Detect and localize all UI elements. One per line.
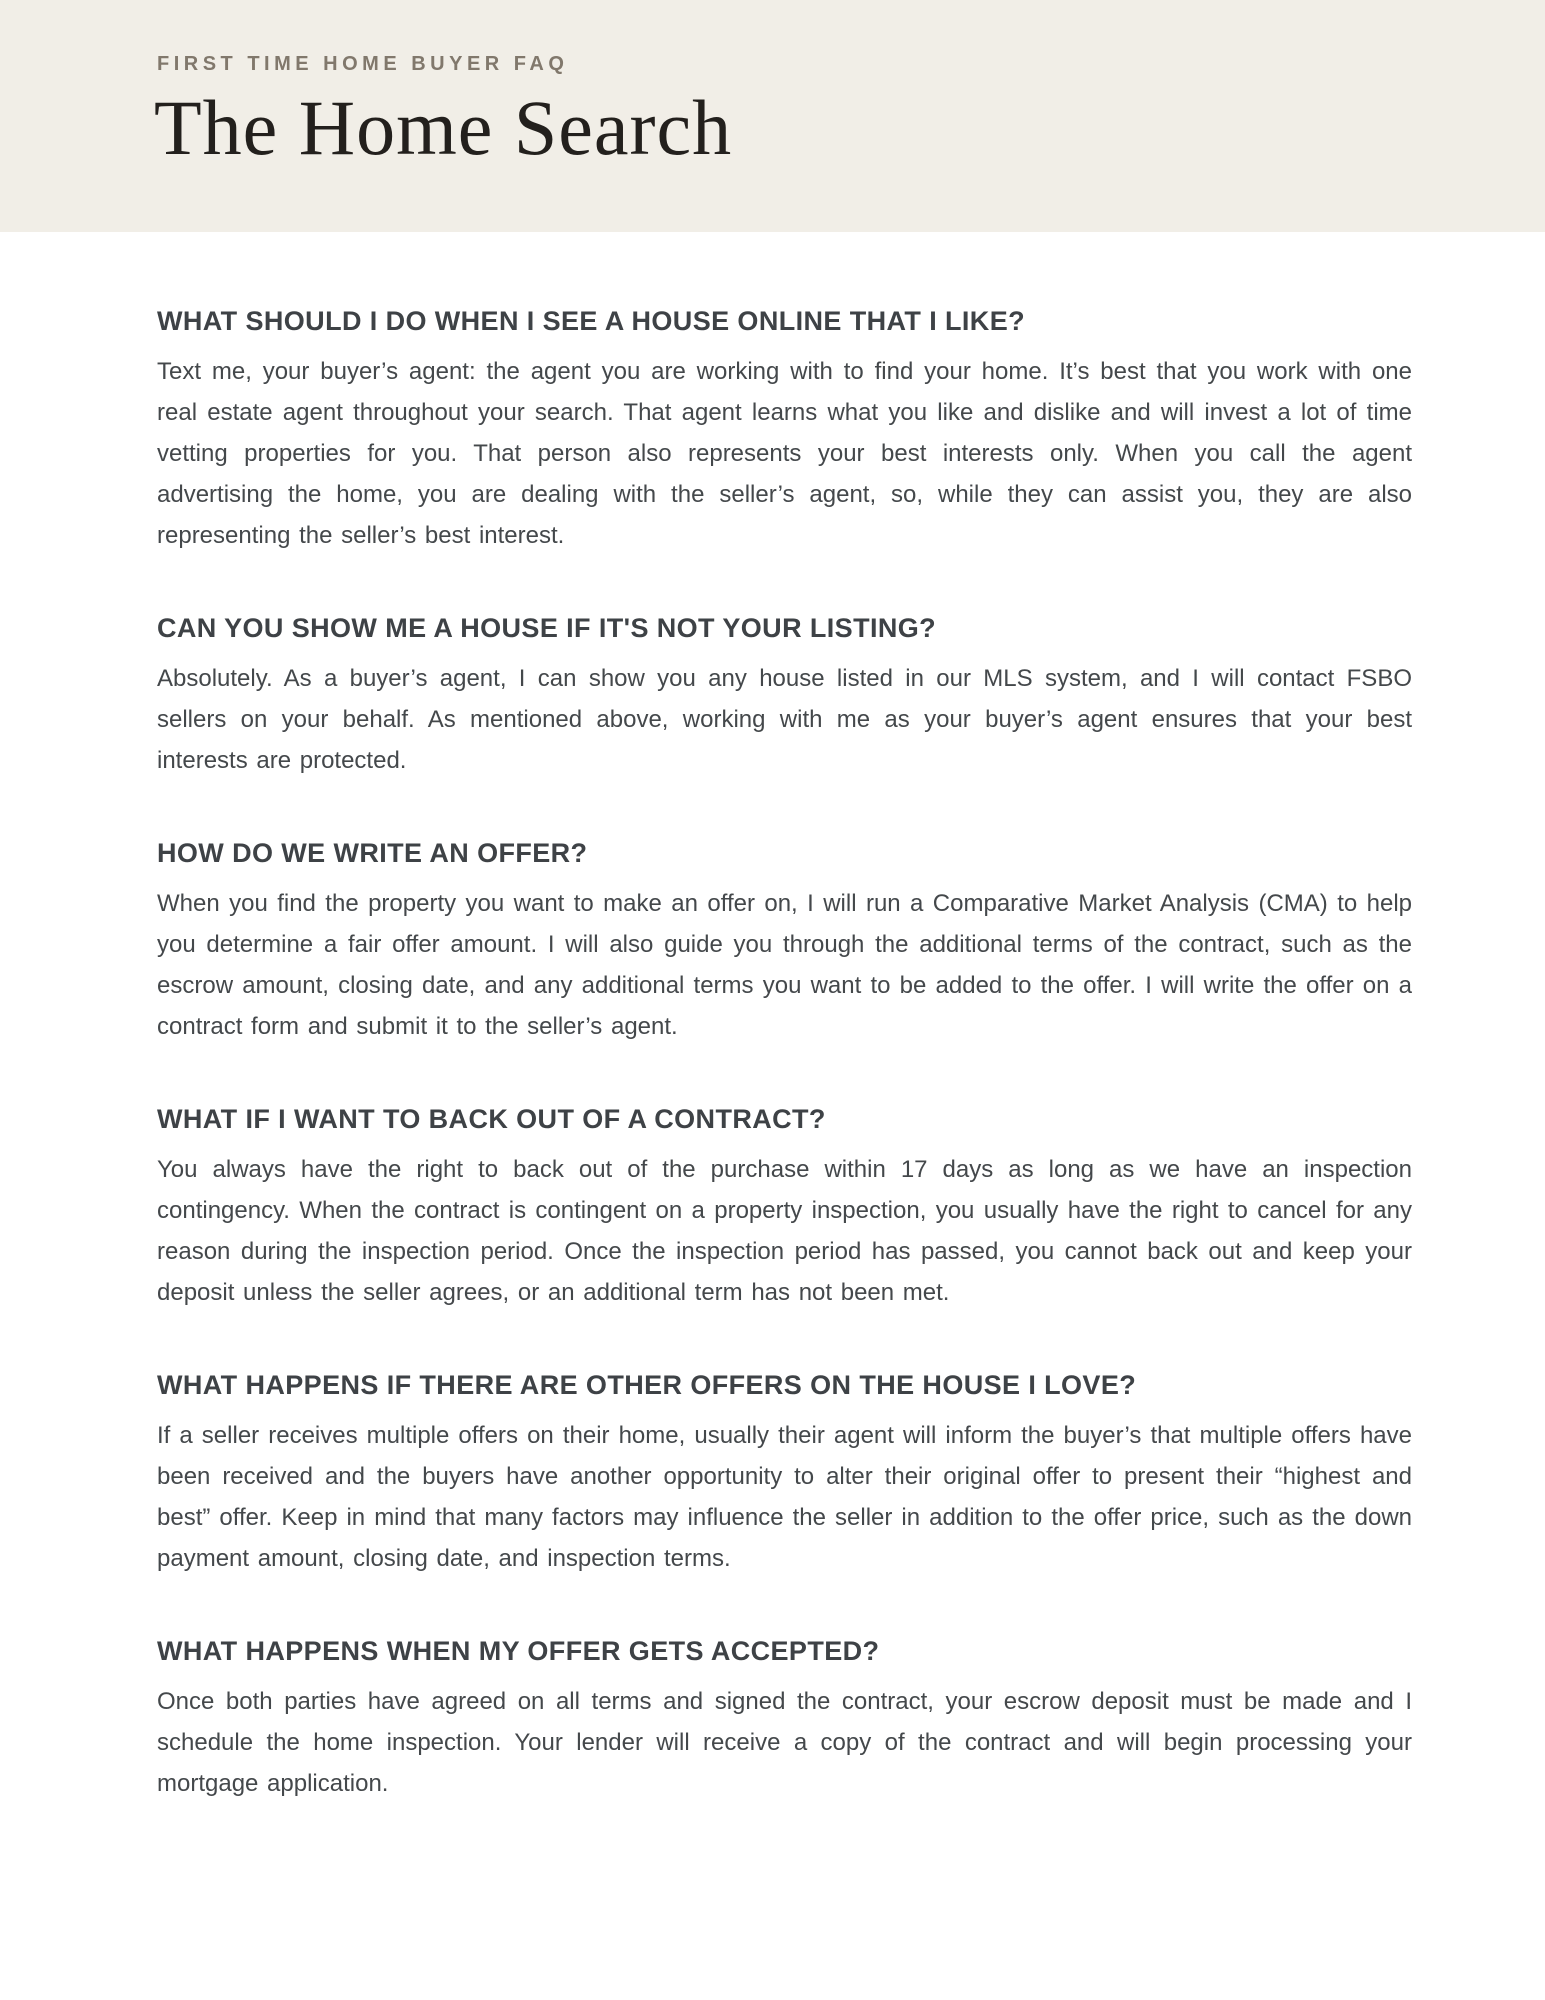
faq-section-offer-accepted bbox=[157, 1635, 1412, 1804]
eyebrow-label: FIRST TIME HOME BUYER FAQ bbox=[157, 53, 569, 75]
answer-paragraph: If a seller receives multiple offers on their home, usually their agent will inform the buyer’s that multiple offers have been received and the buyers have another opportunity to alter their original offer to present their “highest and best” offer. Keep in mind that many factors may influence the seller in addition to the offer price, such as the down payment amount, closing date, and inspection terms. bbox=[157, 1422, 1412, 1572]
question-heading: HOW DO WE WRITE AN OFFER? bbox=[157, 838, 588, 868]
question-heading: WHAT IF I WANT TO BACK OUT OF A CONTRACT? bbox=[157, 1104, 826, 1134]
page-header bbox=[0, 0, 1545, 232]
question-heading: WHAT SHOULD I DO WHEN I SEE A HOUSE ONLINE THAT I LIKE? bbox=[157, 306, 1025, 336]
faq-section-write-offer bbox=[157, 837, 1412, 1047]
question-heading: CAN YOU SHOW ME A HOUSE IF IT'S NOT YOUR LISTING? bbox=[157, 613, 937, 643]
faq-section-back-out-contract bbox=[157, 1103, 1412, 1313]
page-title: The Home Search bbox=[154, 84, 733, 171]
answer-paragraph: Once both parties have agreed on all terms and signed the contract, your escrow deposit must be made and I schedule the home inspection. Your lender will receive a copy of the contract and will begin processing your mortgage application. bbox=[157, 1688, 1412, 1797]
faq-section-house-online bbox=[157, 305, 1412, 556]
faq-content bbox=[0, 232, 1545, 1804]
answer-paragraph: When you find the property you want to make an offer on, I will run a Comparative Market Analysis (CMA) to help you determine a fair offer amount. I will also guide you through the additional terms of the contract, such as the escrow amount, closing date, and any additional terms you want to be added to the offer. I will write the offer on a contract form and submit it to the seller’s agent. bbox=[157, 890, 1412, 1040]
question-heading: WHAT HAPPENS IF THERE ARE OTHER OFFERS ON THE HOUSE I LOVE? bbox=[157, 1370, 1137, 1400]
answer-paragraph: Absolutely. As a buyer’s agent, I can show you any house listed in our MLS system, and I will contact FSBO sellers on your behalf. As mentioned above, working with me as your buyer’s agent ensures that your best interests are protected. bbox=[157, 665, 1412, 774]
faq-section-other-offers bbox=[157, 1369, 1412, 1579]
faq-section-not-your-listing bbox=[157, 612, 1412, 781]
answer-paragraph: You always have the right to back out of the purchase within 17 days as long as we have an inspection contingency. When the contract is contingent on a property inspection, you usually have the right to cancel for any reason during the inspection period. Once the inspection period has passed, you cannot back out and keep your deposit unless the seller agrees, or an additional term has not been met. bbox=[157, 1156, 1412, 1306]
answer-paragraph: Text me, your buyer’s agent: the agent you are working with to find your home. It’s best that you work with one real estate agent throughout your search. That agent learns what you like and dislike and will invest a lot of time vetting properties for you. That person also represents your best interests only. When you call the agent advertising the home, you are dealing with the seller’s agent, so, while they can assist you, they are also representing the seller’s best interest. bbox=[157, 358, 1412, 549]
question-heading: WHAT HAPPENS WHEN MY OFFER GETS ACCEPTED? bbox=[157, 1636, 880, 1666]
